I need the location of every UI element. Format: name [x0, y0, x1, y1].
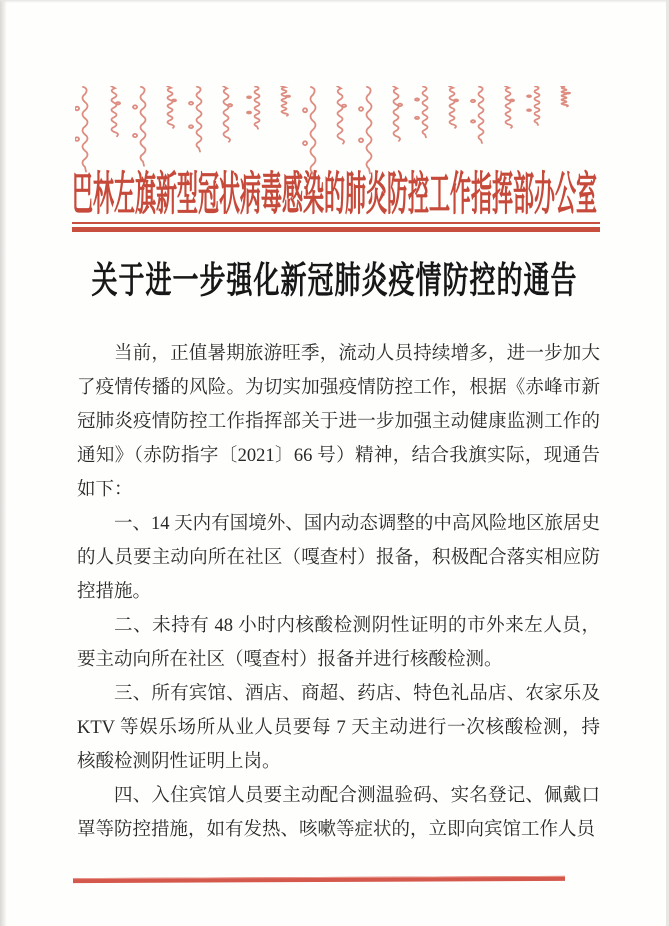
scan-edge-top	[0, 0, 669, 3]
document-title: 关于进一步强化新冠肺炎疫情防控的通告	[91, 260, 578, 301]
page-bottom-divider	[73, 876, 565, 883]
red-header-rule-thick	[72, 227, 600, 232]
paragraph-item-2: 二、未持有 48 小时内核酸检测阴性证明的市外来左人员，要主动向所在社区（嘎查村）报备并进行核酸检测。	[77, 616, 600, 670]
document-body	[77, 337, 600, 847]
red-header-rule-thin	[72, 222, 600, 224]
paragraph-item-1: 一、14 天内有国境外、国内动态调整的中高风险地区旅居史的人员要主动向所在社区（嘎查村）报备，积极配合落实相应防控措施。	[77, 514, 600, 602]
scan-edge-left	[0, 0, 7, 926]
paragraph-item-4: 四、入住宾馆人员要主动配合测温验码、实名登记、佩戴口罩等防控措施，如有发热、咳嗽等症状的，立即向宾馆工作人员	[77, 786, 600, 840]
paragraph-item-3: 三、所有宾馆、酒店、商超、药店、特色礼品店、农家乐及 KTV 等娱乐场所从业人员要每 7 天主动进行一次核酸检测，持核酸检测阴性证明上岗。	[77, 684, 600, 772]
paragraph-intro: 当前，正值暑期旅游旺季，流动人员持续增多，进一步加大了疫情传播的风险。为切实加强疫情防控工作，根据《赤峰市新冠肺炎疫情防控工作指挥部关于进一步加强主动健康监测工作的通知》（赤防指字〔2021〕66 号）精神，结合我旗实际，现通告如下：	[77, 344, 600, 500]
org-title: 巴林左旗新型冠状病毒感染的肺炎防控工作指挥部办公室	[72, 167, 597, 221]
